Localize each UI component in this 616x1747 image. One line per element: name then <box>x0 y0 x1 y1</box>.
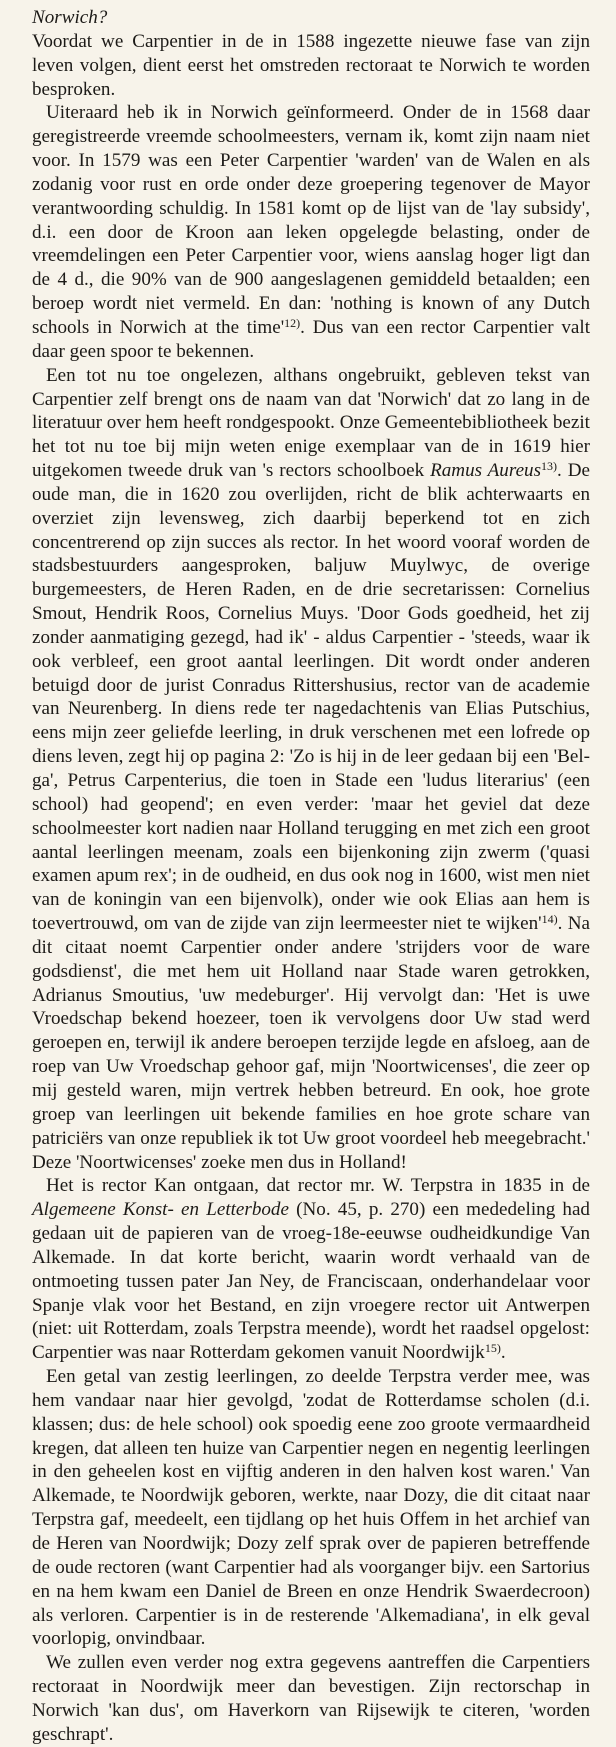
text-run: . Dus van een rector Carpentier valt daar geen spoor te bekennen. <box>32 316 590 362</box>
footnote-ref-14: 14) <box>541 912 558 927</box>
text-run: (No. 45, p. 270) een mededeling had gedaan uit de papieren van de vroeg-18e-eeuwse oudheidkundige Van Alkemade. In dat korte bericht, waarin wordt verhaald van de ontmoeting tussen pater Jan Ney, de Franciscaan, onderhandelaar voor Spanje vlak voor het Bestand, en zijn vroegere rector uit Antwerpen (niet: uit Rotterdam, zoals Terpstra meende), wordt het raadsel opgelost: Carpentier was naar Rotterdam gekomen vanuit Noordwijk <box>32 1199 590 1364</box>
footnote-ref-13: 13) <box>541 459 558 474</box>
paragraph-1 <box>32 30 590 102</box>
paragraph-4 <box>32 1174 590 1365</box>
section-heading: Norwich? <box>32 7 108 28</box>
periodical-title: Algemeene Konst- en Letterbode <box>32 1199 289 1221</box>
paragraph-6 <box>32 1651 590 1746</box>
text-run: Het is rector Kan ontgaan, dat rector mr. W. Terpstra in 1835 in de <box>46 1175 590 1197</box>
text-run: We zullen even verder nog extra gegevens aantreffen die Carpentiers rectoraat in Noordwijk meer dan bevestigen. Zijn rectorschap in Norwich 'kan dus', om Haverkorn van Rijsewijk te citeren, 'worden geschrapt'. <box>32 1652 590 1745</box>
paragraph-2 <box>32 101 590 363</box>
paragraph-3 <box>32 364 590 1175</box>
text-run: Uiteraard heb ik in Norwich geïnformeerd. Onder de in 1568 daar geregistreerde vreemde schoolmeesters, vernam ik, komt zijn naam niet voor. In 1579 was een Peter Carpentier 'warden' van de Walen en als zodanig voor rust en orde onder deze groepering tegenover de Mayor verantwoording schuldig. In 1581 komt op de lijst van de 'lay subsidy', d.i. een door de Kroon aan leken opgelegde belasting, onder de vreemdelingen een Peter Carpentier voor, wiens aanslag hoger ligt dan de 4 d., die 90% van de 900 aangeslagenen gemiddeld betaalden; een beroep wordt niet vermeld. En dan: 'nothing is known of any Dutch schools in Norwich at the time' <box>32 102 590 338</box>
footnote-ref-12: 12) <box>284 315 301 330</box>
book-title: Ramus Aureus <box>430 460 542 482</box>
text-run: Een tot nu toe ongelezen, althans ongebruikt, gebleven tekst van Carpentier zelf brengt ons de naam van dat 'Norwich' dat zo lang in de literatuur over hem heeft rondgespookt. Onze Gemeentebibliotheek bezit het tot nu toe bij mijn weten enige exemplaar van de in 1619 hier uitgekomen tweede druk van 's rectors schoolboek <box>32 364 590 482</box>
paragraph-5 <box>32 1365 590 1651</box>
text-run: Voordat we Carpentier in de in 1588 ingezette nieuwe fase van zijn leven volgen, dient eerst het omstreden rectoraat te Norwich te worden besproken. <box>32 30 590 100</box>
text-run: Een getal van zestig leerlingen, zo deelde Terpstra verder mee, was hem vandaar naar hier gevolgd, 'zodat de Rotterdamse scholen (d.i. klassen; dus: de hele school) ook spoedig eene zoo groote vermaardheid kregen, dat alleen ten huize van Carpentier negen en negentig leerlingen in den geheelen kost en vijftig anderen in den halven kost waren.' Van Alkemade, te Noordwijk geboren, werkte, naar Dozy, die dit citaat naar Terpstra gaf, meedeelt, een tijdlang op het huis Offem in het archief van de Heren van Noordwijk; Dozy zelf sprak over de papieren betreffende de oude rectoren (want Carpentier had als voorganger bijv. een Sartorius en na hem kwam een Daniel de Breen en onze Hendrik Swaerdecroon) als verloren. Carpentier is in de resterende 'Alkemadiana', in elk geval voorlopig, onvindbaar. <box>32 1366 590 1650</box>
text-run: . Na dit citaat noemt Carpentier onder andere 'strijders voor de ware godsdienst', die met hem uit Holland naar Stade waren getrokken, Adrianus Smoutius, 'uw medeburger'. Hij vervolgt dan: 'Het is uwe Vroedschap bekend hoezeer, toen ik vervolgens door Uw stad werd geroepen en, terwijl ik andere beroepen terzijde legde en afsloeg, aan de roep van Uw Vroedschap gehoor gaf, mijn 'Noortwicenses', die zeer op mij gesteld waren, mijn vertrek hebben betreurd. En ook, hoe grote groep van leerlingen uit bekende families en hoe grote schare van patriciërs van onze republiek ik tot Uw groot voordeel heb meegebracht.' Deze 'Noortwicenses' zoeke men dus in Holland! <box>32 913 591 1173</box>
text-run: . <box>500 1342 506 1364</box>
text-run: . De oude man, die in 1620 zou overlijden, richt de blik achterwaarts en overziet zijn levensweg, zich daarbij beperkend tot en zich concentrerend op zijn succes als rector. In het woord vooraf worden de stadsbestuurders aangesproken, baljuw Muylwyc, de overige burgemeesters, de Heren Raden, en de drie secretarissen: Cornelius Smout, Hendrik Roos, Cornelius Muys. 'Door Gods goedheid, het zij zonder aanmatiging gezegd, had ik' - aldus Carpentier - 'steeds, waar ik ook verbleef, een groot aantal leerlingen. Dit wordt onder anderen betuigd door de jurist Conradus Rittershusius, rector van de academie van Neurenberg. In diens rede ter nagedachtenis van Elias Putschius, eens mijn zeer geliefde leerling, in druk verschenen met een lofrede op diens leven, zegt hij op pagina 2: 'Zo is hij in de leer gedaan bij een 'Belga', Petrus Carpenterius, die toen in Stade een 'ludus literarius' (een school) had geopend'; en even verder: 'maar het geviel dat deze schoolmeester kort nadien naar Holland terugging en met zich een groot aantal leerlingen meenam, zoals een bijenkoning zijn zwerm ('quasi examen apum rex'; in de oudheid, en dus ook nog in 1600, wist men niet van de koningin van een bijenvolk), onder wie ook Elias aan hem is toevertrouwd, om van de zijde van zijn leermeester niet te wijken' <box>32 460 590 935</box>
footnote-ref-15: 15) <box>484 1341 501 1356</box>
